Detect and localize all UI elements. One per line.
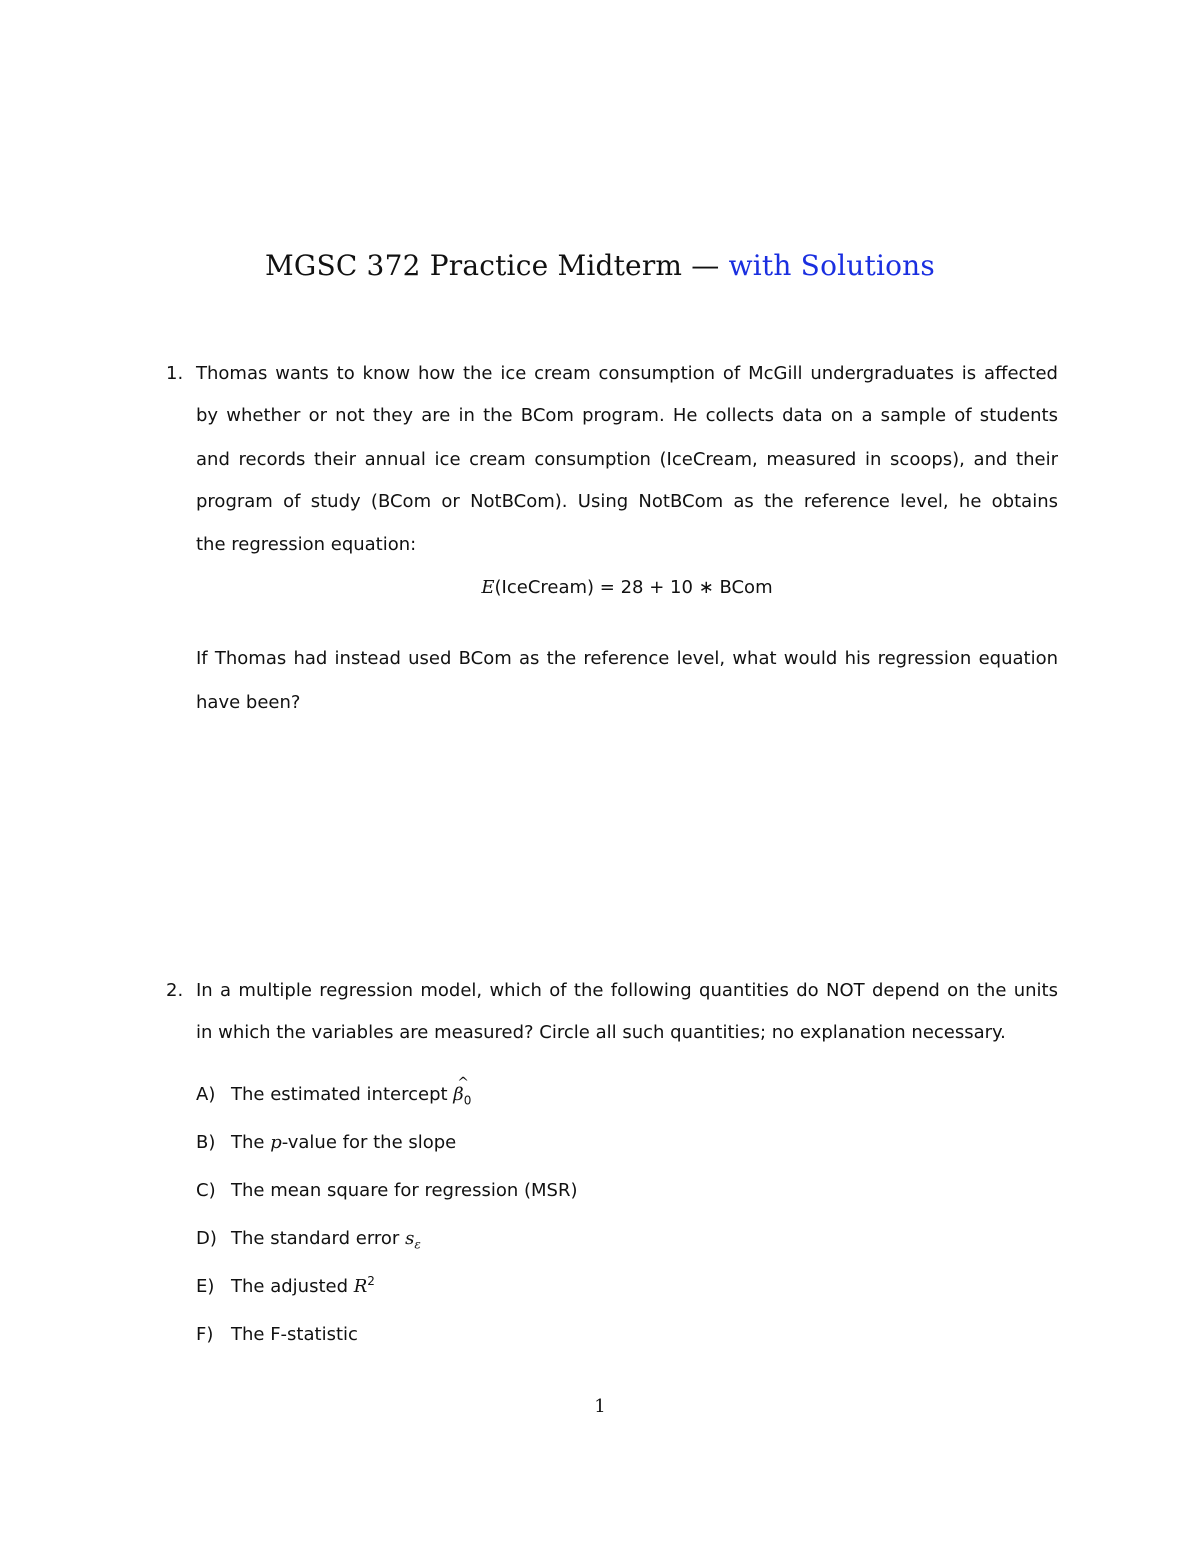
question-1-line-3: and records their annual ice cream consumption (IceCream, measured in scoops), and their: [196, 449, 1058, 470]
choice-e: [196, 1273, 375, 1301]
choice-a-text: The estimated intercept: [231, 1084, 454, 1105]
question-2-number: 2.: [166, 980, 184, 1001]
choice-b-pre: The: [231, 1132, 271, 1153]
question-1-number: 1.: [166, 363, 184, 384]
equation-body: (IceCream) = 28 + 10 ∗ BCom: [494, 577, 773, 598]
title-main: MGSC 372 Practice Midterm —: [265, 249, 729, 282]
page-number: 1: [594, 1396, 606, 1417]
choice-d-text: The standard error: [231, 1228, 406, 1249]
choice-a-letter: A): [196, 1084, 216, 1105]
choice-a: [196, 1081, 471, 1109]
choice-e-text: The adjusted: [231, 1276, 354, 1297]
question-2-line-2: in which the variables are measured? Circle all such quantities; no explanation necessary.: [196, 1022, 1006, 1043]
question-1-prompt-line-2: have been?: [196, 692, 301, 713]
question-1-line-2: by whether or not they are in the BCom program. He collects data on a sample of students: [196, 405, 1058, 426]
question-2-line-1: In a multiple regression model, which of the following quantities do NOT depend on the units: [196, 980, 1058, 1001]
beta-subscript: 0: [463, 1093, 472, 1108]
page-title: [0, 244, 1200, 288]
beta-hat-symbol: ^ β: [453, 1081, 463, 1109]
choice-f-text: The F-statistic: [231, 1324, 358, 1345]
choice-c-letter: C): [196, 1180, 216, 1201]
equation-expectation: E: [481, 577, 495, 598]
choice-d-letter: D): [196, 1228, 217, 1249]
question-1-line-1: Thomas wants to know how the ice cream consumption of McGill undergraduates is affected: [196, 363, 1058, 384]
choice-f: [196, 1321, 358, 1349]
choice-e-letter: E): [196, 1276, 215, 1297]
r-symbol: R: [353, 1276, 368, 1297]
choice-b: [196, 1129, 456, 1157]
title-accent: with Solutions: [728, 249, 935, 282]
choice-d: [196, 1225, 421, 1253]
choice-c-text: The mean square for regression (MSR): [231, 1180, 578, 1201]
question-1-prompt-line-1: If Thomas had instead used BCom as the reference level, what would his regression equation: [196, 648, 1058, 669]
s-symbol: s: [405, 1228, 415, 1249]
p-symbol: p: [270, 1132, 282, 1153]
epsilon-subscript: ε: [414, 1237, 421, 1252]
r-superscript: 2: [367, 1274, 375, 1288]
choice-b-letter: B): [196, 1132, 216, 1153]
question-1-line-4: program of study (BCom or NotBCom). Using NotBCom as the reference level, he obtains: [196, 491, 1058, 512]
regression-equation: [196, 574, 1058, 602]
choice-c: [196, 1177, 577, 1205]
question-1-line-5: the regression equation:: [196, 534, 417, 555]
choice-f-letter: F): [196, 1324, 214, 1345]
choice-b-post: -value for the slope: [281, 1132, 457, 1153]
